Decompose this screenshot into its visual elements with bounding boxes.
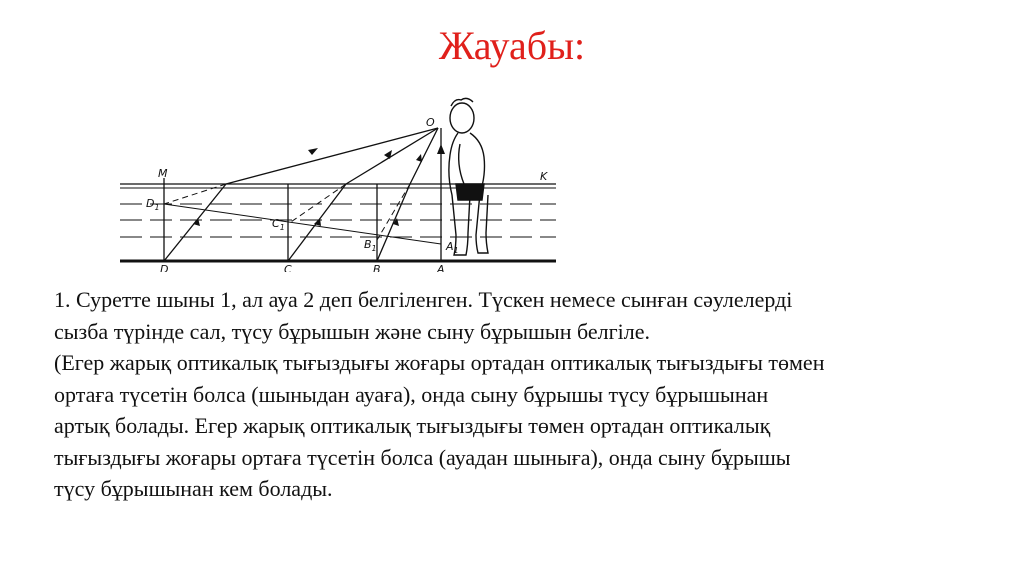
ray-surface-to-B (377, 184, 410, 261)
label-C: C (284, 263, 292, 272)
text-line-6: тығыздығы жоғары ортаға түсетін болса (ауадан шыныға), онда сыну бұрышы (54, 444, 791, 470)
text-line-1: 1. Суретте шыны 1, ал ауа 2 деп белгіленген. Түскен немесе сынған сәулелерді (54, 287, 793, 312)
label-A1: $A_1$ (446, 240, 459, 255)
text-line-2: сызба түрінде сал, түсу бұрышын және сыну бұрышын белгіле. (54, 318, 650, 344)
text-line-4: ортаға түсетін болса (шыныдан ауаға), онда сыну бұрышы түсу бұрышынан (54, 381, 769, 407)
text-line-3: (Егер жарық оптикалық тығыздығы жоғары ортадан оптикалық тығыздығы төмен (54, 350, 825, 375)
body-text (54, 284, 984, 505)
label-C1: $C_1$ (272, 217, 285, 232)
slide-title: Жауабы: (438, 23, 586, 68)
text-line-5: артық болады. Егер жарық оптикалық тығыздығы төмен ортадан оптикалық (54, 413, 771, 438)
label-O: O (426, 116, 435, 129)
label-K: K (540, 170, 548, 183)
label-B: B (373, 263, 381, 272)
text-line-7: түсу бұрышынан кем болады. (54, 476, 333, 501)
ray-O-to-surface-1 (226, 128, 438, 184)
label-D: D (160, 263, 169, 272)
label-A: A (437, 263, 445, 272)
label-M: M (158, 167, 168, 180)
boy-figure (449, 98, 488, 255)
refraction-diagram (118, 92, 558, 272)
label-D1: $D_1$ (146, 197, 160, 212)
label-B1: $B_1$ (364, 238, 377, 253)
